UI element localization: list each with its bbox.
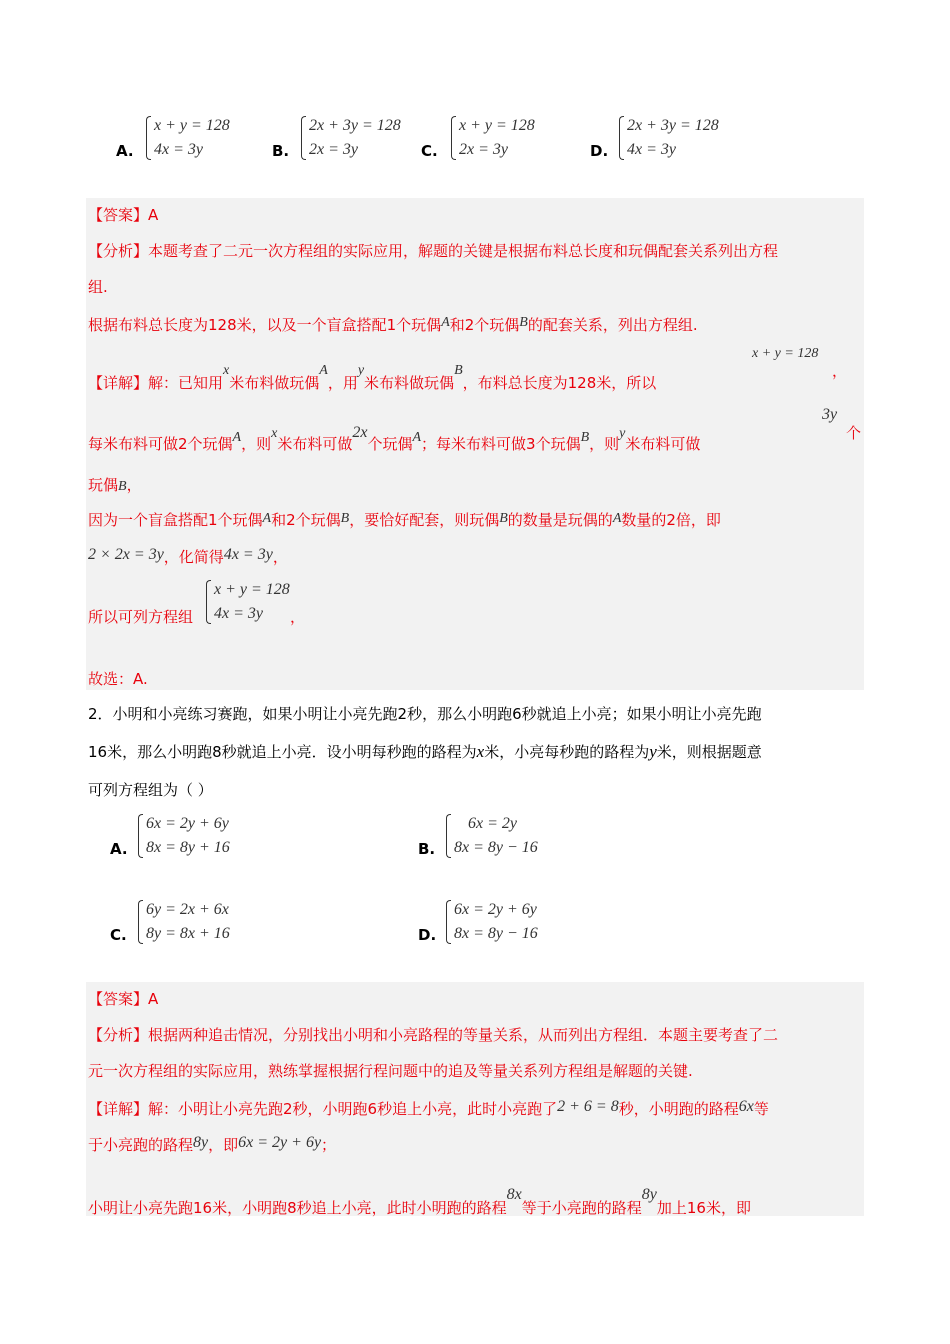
equation: 4x = 3y [627, 141, 676, 158]
text: 和2个玩偶 [449, 316, 520, 334]
equation-6x-2y-6y: 6x = 2y + 6y [238, 1134, 322, 1151]
text: ，即 [208, 1136, 239, 1154]
text: 每米布料可做2个玩偶 [88, 435, 233, 453]
equation: 6x = 2y [468, 815, 517, 832]
q2-analysis-line-1: 【分析】根据两种追击情况，分别找出小明和小亮路程的等量关系，从而列出方程组．本题主要考查了二 [88, 1026, 779, 1044]
equation: 2x + 3y = 128 [309, 117, 401, 134]
equation: 2x = 3y [459, 141, 508, 158]
text: 秒，小明跑的路程 [618, 1100, 739, 1118]
equation: 6x = 2y + 6y [146, 815, 229, 832]
q1-analysis-line-1: 【分析】本题考查了二元一次方程组的实际应用，解题的关键是根据布料总长度和玩偶配套关系列出方程 [88, 242, 779, 260]
var-a: A [232, 430, 242, 445]
q1-detail-line-5 [88, 542, 288, 570]
equation: 4x = 3y [214, 605, 263, 622]
text: 【详解】解：小明让小亮先跑2秒，小明跑6秒追上小亮，此时小亮跑了 [88, 1100, 558, 1118]
q2-stem-line-1: 2．小明和小亮练习赛跑，如果小明让小亮先跑2秒，那么小明跑6秒就追上小亮；如果小明让小亮先跑 [88, 705, 762, 723]
q2-answer: 【答案】A [88, 990, 159, 1008]
q2-detail-line-2 [88, 1130, 336, 1158]
var-a: A [441, 315, 450, 330]
equation-2-6-8: 2 + 6 = 8 [557, 1098, 619, 1115]
text: 16米，那么小明跑8秒就追上小亮．设小明每秒跑的路程为 [88, 743, 477, 761]
equation-4x-3y: 4x = 3y [223, 546, 273, 563]
text: 米，则根据题意 [656, 743, 762, 761]
q1-detail-line-3 [88, 472, 142, 500]
equation: x + y = 128 [459, 117, 535, 134]
q1-option-b-letter: B. [272, 142, 290, 160]
q2-option-c-letter: C. [110, 926, 127, 944]
text: 个玩偶 [367, 435, 413, 453]
text: 米布料做玩偶 [229, 374, 320, 392]
var-a: A [319, 363, 328, 378]
q1-option-d-system [619, 114, 719, 162]
text: 数量的2倍，即 [621, 511, 721, 529]
var-8y: 8y [193, 1134, 209, 1151]
var-a: A [612, 511, 622, 526]
text: ， [126, 476, 142, 494]
var-b: B [580, 430, 590, 445]
var-x: x [476, 742, 485, 761]
q2-option-a-letter: A. [110, 840, 128, 858]
q1-option-c-letter: C. [421, 142, 438, 160]
text: 的数量是玩偶的 [507, 511, 613, 529]
var-2x: 2x [352, 424, 368, 441]
equation: 6x = 2y + 6y [454, 901, 537, 918]
q2-detail-line-3 [88, 1182, 751, 1221]
text: 和2个玩偶 [271, 511, 341, 529]
equation: x + y = 128 [154, 117, 230, 134]
text: ； [321, 1136, 337, 1154]
q1-answer: 【答案】A [88, 206, 159, 224]
text: ，则 [589, 435, 620, 453]
q1-sum-equation: x + y = 128 [752, 346, 819, 361]
text: 小明让小亮先跑16米，小明跑8秒追上小亮，此时小明跑的路程 [88, 1199, 507, 1217]
text: 的配套关系，列出方程组. [527, 316, 698, 334]
q1-option-a-system [146, 114, 230, 162]
q1-analysis-line-2: 组. [88, 278, 108, 296]
text: ，化简得 [163, 548, 224, 566]
q1-option-a-letter: A. [116, 142, 134, 160]
q1-detail-line-6-end: ， [290, 608, 306, 626]
equation: 8y = 8x + 16 [146, 925, 230, 942]
q1-detail-line-2 [88, 420, 700, 457]
q1-analysis-line-3 [88, 310, 698, 338]
text: ；每米布料可做3个玩偶 [421, 435, 581, 453]
q2-analysis-line-2: 元一次方程组的实际应用，熟练掌握根据行程问题中的追及等量关系列方程组是解题的关键. [88, 1062, 693, 1080]
text: 根据布料总长度为128米，以及一个盲盒搭配1个玩偶 [88, 316, 442, 334]
var-b: B [499, 511, 508, 526]
equation-2x2x-3y: 2 × 2x = 3y [88, 546, 164, 563]
equation: 6y = 2x + 6x [146, 901, 229, 918]
text: ，布料总长度为128米，所以 [462, 374, 657, 392]
q1-detail-line-1-end: ， [832, 362, 848, 380]
var-a: A [412, 430, 422, 445]
q1-option-b-system [301, 114, 401, 162]
text: 加上16米，即 [656, 1199, 751, 1217]
text: 等 [753, 1100, 769, 1118]
var-6x: 6x [738, 1098, 754, 1115]
q1-var-3y: 3y [822, 406, 838, 423]
var-y: y [619, 426, 626, 441]
q1-detail-line-2-end: 个 [846, 424, 862, 442]
text: 因为一个盲盒搭配1个玩偶 [88, 511, 263, 529]
equation: 2x = 3y [309, 141, 358, 158]
text: 米，小亮每秒跑的路程为 [484, 743, 650, 761]
equation: x + y = 128 [214, 581, 290, 598]
var-y: y [357, 363, 365, 378]
text: 米布料可做 [625, 435, 701, 453]
q2-option-c-system [138, 898, 230, 946]
var-b: B [118, 479, 127, 494]
var-x: x [271, 426, 278, 441]
q1-detail-line-6-label: 所以可列方程组 [88, 608, 194, 626]
equation: 2x + 3y = 128 [627, 117, 719, 134]
text: 玩偶 [88, 476, 119, 494]
q1-answer-system [206, 578, 290, 626]
text: 等于小亮跑的路程 [521, 1199, 642, 1217]
q2-option-b-system [446, 812, 538, 860]
equation: 8x = 8y + 16 [146, 839, 230, 856]
var-b: B [454, 363, 463, 378]
var-x: x [223, 363, 230, 378]
q2-option-a-system [138, 812, 230, 860]
text: ， [272, 548, 288, 566]
text: 米布料可做 [277, 435, 353, 453]
var-b: B [340, 511, 350, 526]
var-y: y [649, 742, 657, 761]
var-a: A [262, 511, 272, 526]
q2-option-d-system [446, 898, 538, 946]
equation: 4x = 3y [154, 141, 203, 158]
var-8x: 8x [506, 1186, 522, 1203]
text: ，要恰好配套，则玩偶 [349, 511, 500, 529]
text: ，用 [327, 374, 358, 392]
q2-stem-line-3: 可列方程组为（ ） [88, 781, 213, 799]
q2-option-d-letter: D. [418, 926, 437, 944]
var-8y: 8y [641, 1186, 657, 1203]
q2-option-b-letter: B. [418, 840, 436, 858]
var-b: B [519, 315, 528, 330]
text: 米布料做玩偶 [364, 374, 455, 392]
q1-conclusion: 故选：A. [88, 670, 148, 688]
q2-stem-line-2 [88, 740, 762, 764]
q1-option-d-letter: D. [590, 142, 609, 160]
q1-detail-line-1 [88, 358, 656, 396]
equation: 8x = 8y − 16 [454, 839, 538, 856]
text: 于小亮跑的路程 [88, 1136, 194, 1154]
q1-detail-line-4 [88, 506, 721, 533]
q1-option-c-system [451, 114, 535, 162]
text: 【详解】解：已知用 [88, 374, 224, 392]
equation: 8x = 8y − 16 [454, 925, 538, 942]
text: ，则 [241, 435, 272, 453]
q2-detail-line-1 [88, 1094, 769, 1122]
